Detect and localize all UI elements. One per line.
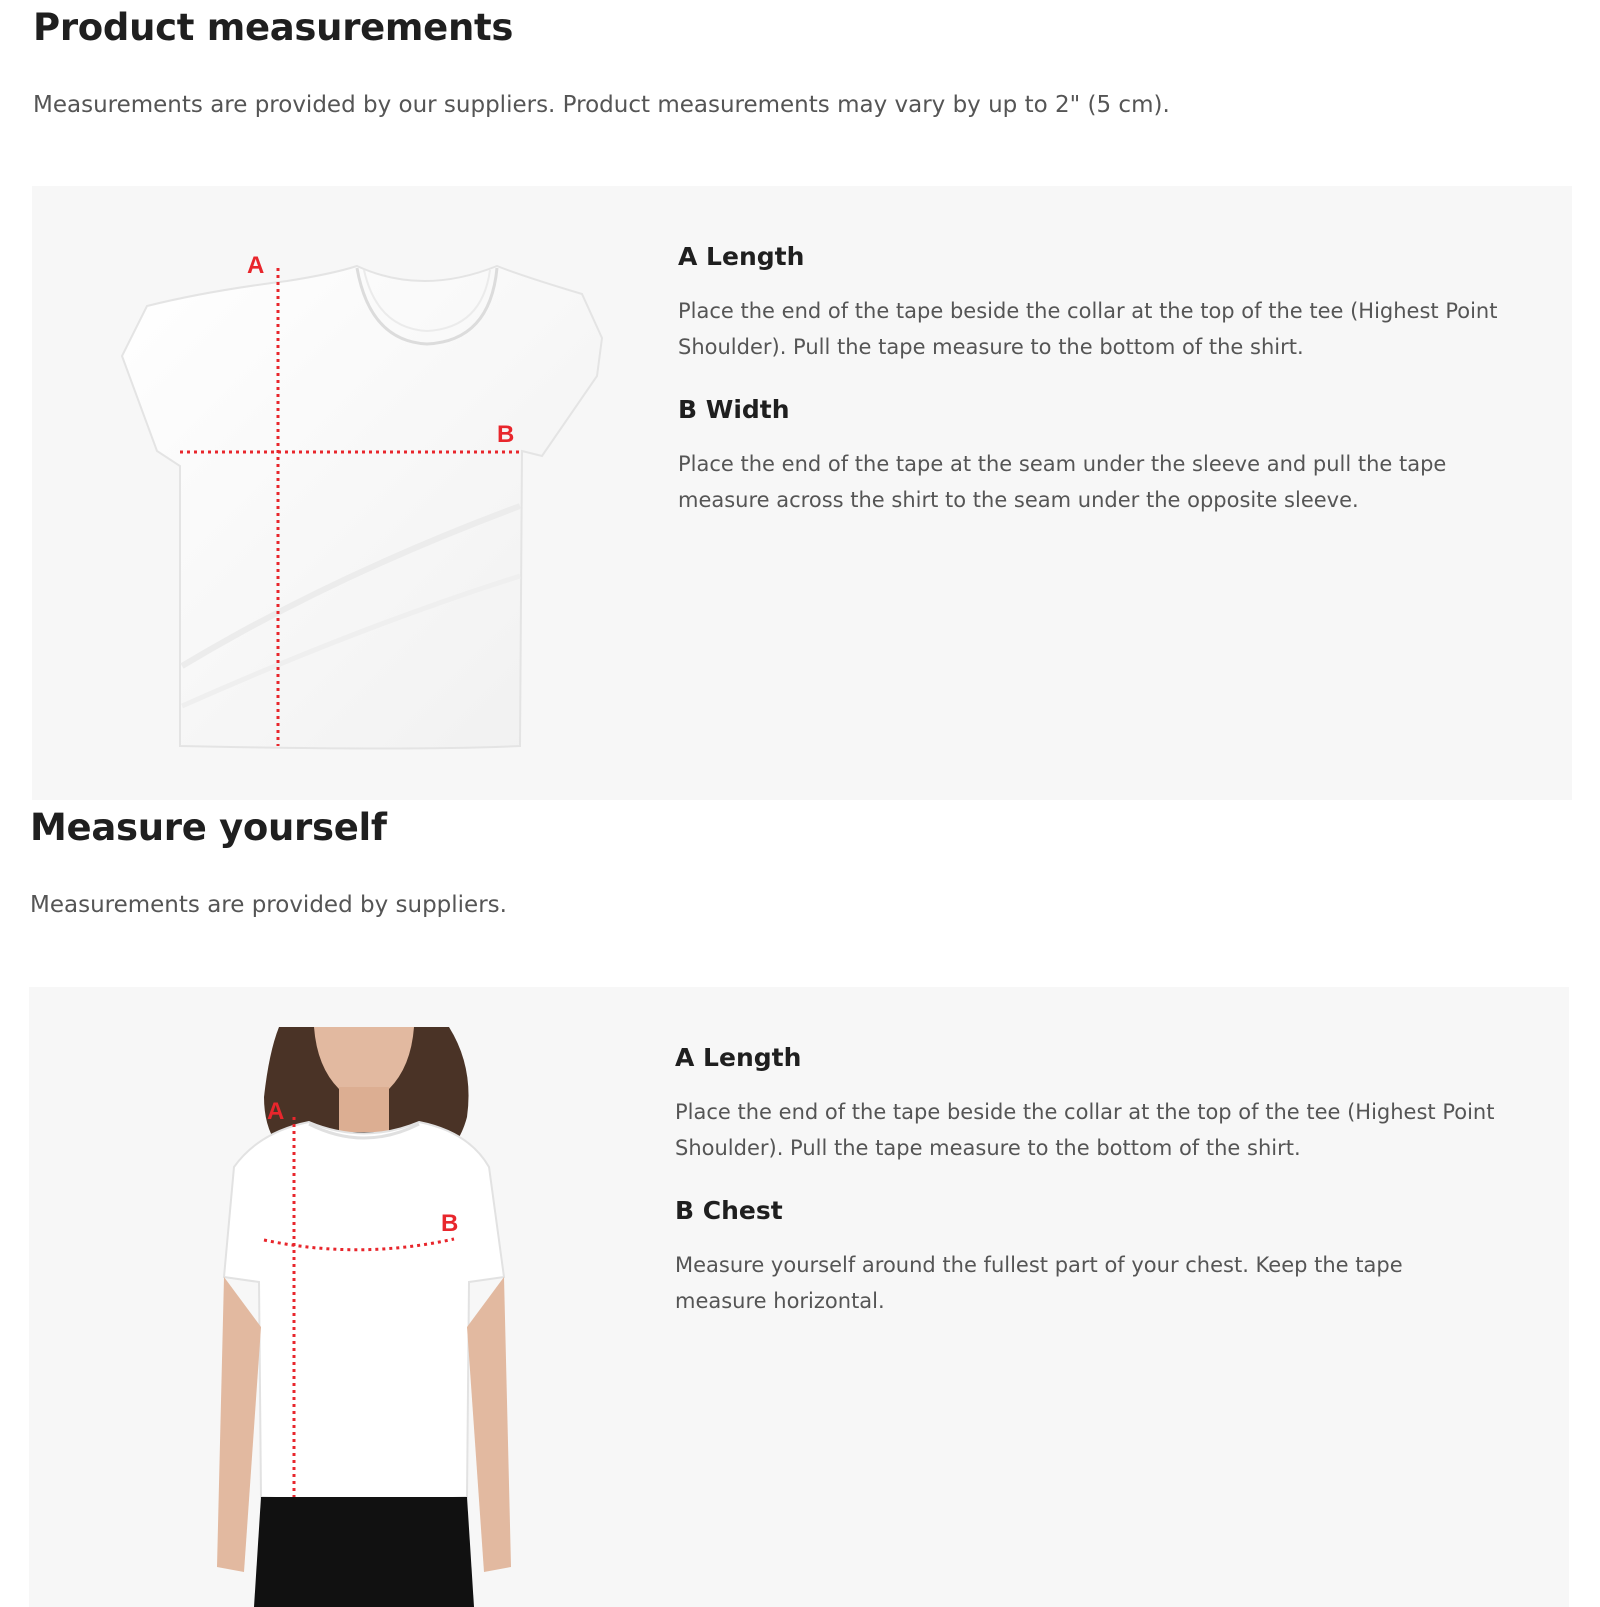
- marker-a-label: A: [247, 252, 265, 279]
- marker-b-label: B: [497, 421, 515, 448]
- product-measurements-panel: [32, 186, 1572, 800]
- model-wearing-tshirt-illustration: [189, 1027, 549, 1607]
- width-description: Place the end of the tape at the seam under the sleeve and pull the tape measure across the shirt to the seam under the opposite sleeve.: [678, 452, 1447, 512]
- chest-heading: B Chest: [675, 1196, 783, 1225]
- width-heading: B Width: [678, 395, 790, 424]
- model-tshirt: [224, 1122, 504, 1501]
- body-marker-b-label: B: [441, 1210, 459, 1237]
- body-length-heading: A Length: [675, 1043, 802, 1072]
- measure-yourself-panel: [29, 987, 1569, 1607]
- product-measurements-subtitle: Measurements are provided by our suppliers. Product measurements may vary by up to 2" (5 cm).: [33, 92, 1170, 118]
- length-description: Place the end of the tape beside the collar at the top of the tee (Highest Point Shoulder). Pull the tape measure to the bottom of the shirt.: [678, 299, 1498, 359]
- chest-description: Measure yourself around the fullest part of your chest. Keep the tape measure horizontal.: [675, 1253, 1403, 1313]
- tshirt-flat-illustration: [112, 246, 672, 776]
- measure-yourself-title: Measure yourself: [30, 806, 387, 849]
- length-heading: A Length: [678, 242, 805, 271]
- measure-yourself-subtitle: Measurements are provided by suppliers.: [30, 892, 507, 918]
- product-measurements-info: [678, 242, 1498, 548]
- tshirt-shape: [122, 266, 602, 749]
- product-measurements-section: [0, 0, 1600, 800]
- product-measurements-title: Product measurements: [33, 6, 514, 49]
- measure-yourself-info: [675, 1043, 1495, 1349]
- body-marker-a-label: A: [267, 1098, 285, 1125]
- body-length-description: Place the end of the tape beside the collar at the top of the tee (Highest Point Shoulder). Pull the tape measure to the bottom of the shirt.: [675, 1100, 1495, 1160]
- measure-yourself-section: [0, 800, 1600, 1600]
- model-pants: [254, 1497, 474, 1607]
